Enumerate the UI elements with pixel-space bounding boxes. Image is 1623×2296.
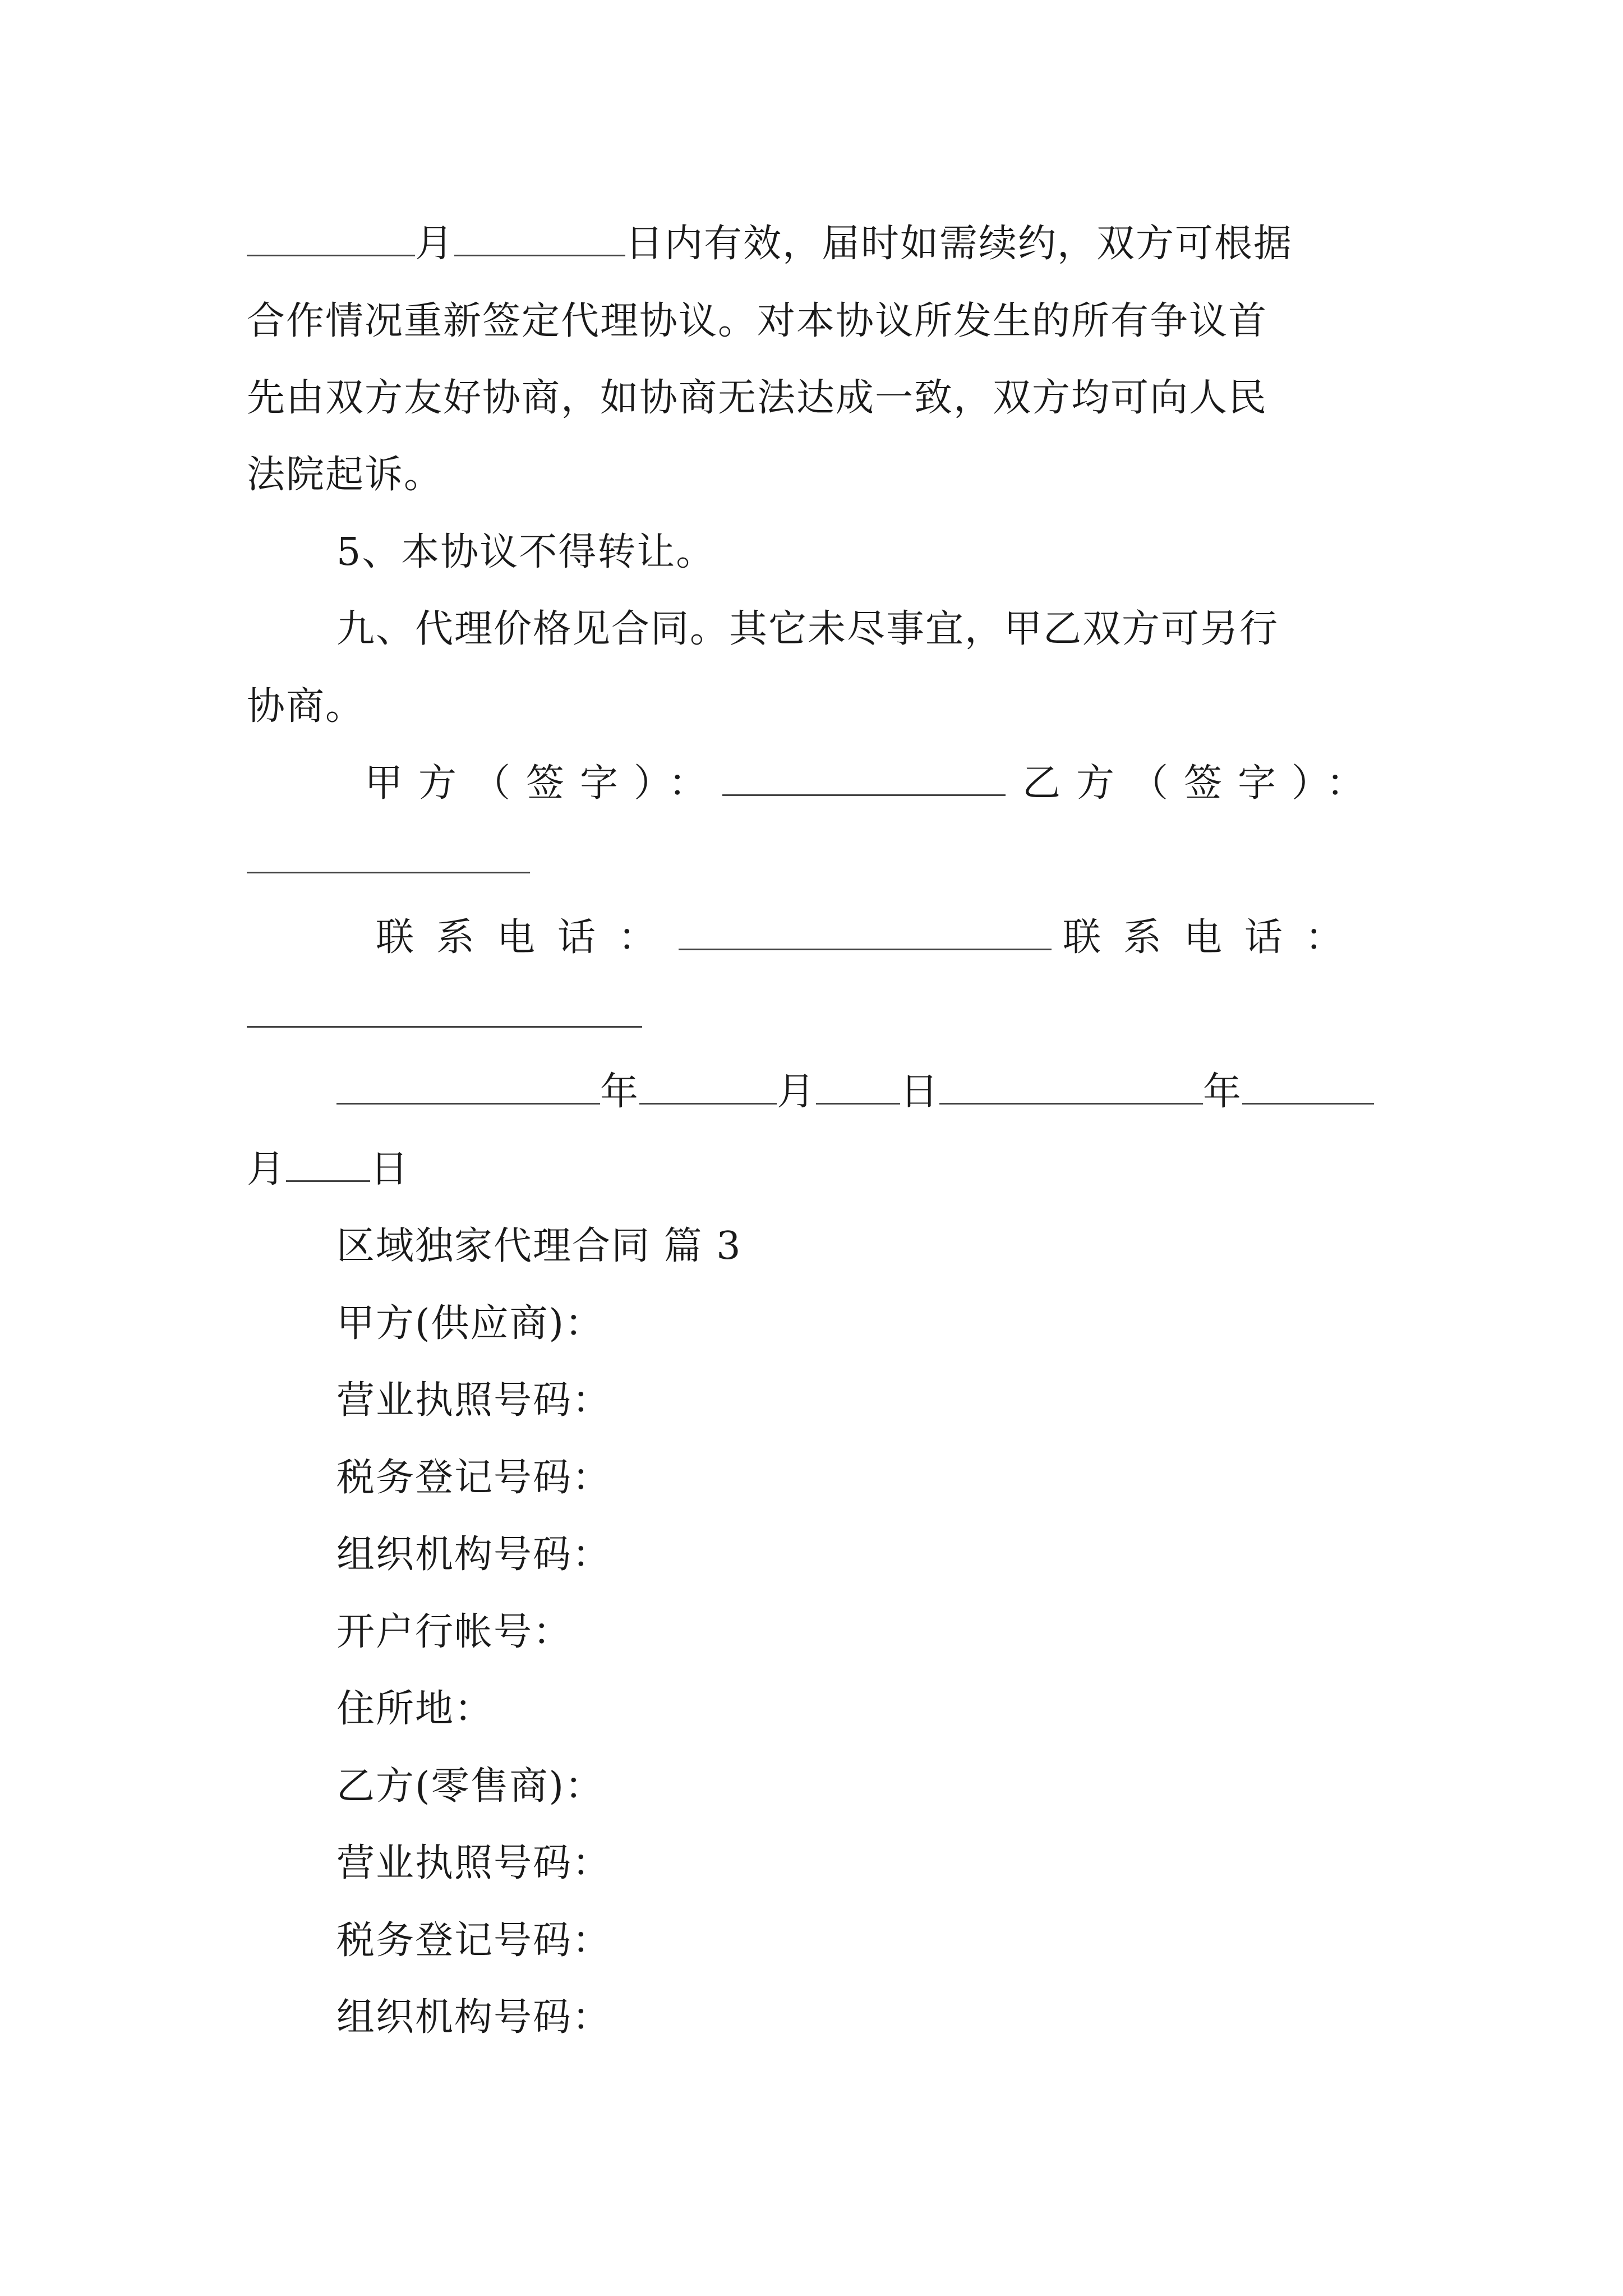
party-b-signature-line <box>247 839 1391 884</box>
blank-line <box>247 222 415 256</box>
party-a-bank-account: 开户行帐号： <box>336 1610 573 1654</box>
blank-line <box>1242 1070 1374 1105</box>
day-label: 日 <box>370 1147 410 1191</box>
party-a-supplier: 甲方(供应商)： <box>336 1301 605 1346</box>
signature-row <box>247 761 1391 806</box>
party-b-phone-label: 联系电话： <box>1063 915 1366 960</box>
month-label: 月 <box>247 1147 287 1191</box>
blank-line <box>286 1148 370 1182</box>
clause-9-line-1: 九、代理价格见合同。其它未尽事宜，甲乙双方可另行 <box>336 607 1279 651</box>
date-row <box>336 1070 1391 1115</box>
party-b-business-license: 营业执照号码： <box>336 1841 612 1885</box>
contract-title: 区域独家代理合同 篇 3 <box>336 1224 742 1268</box>
blank-line <box>939 1070 1203 1105</box>
party-a-phone-label: 联系电话： <box>376 915 679 960</box>
month-label: 月 <box>777 1070 817 1114</box>
party-b-organization-code: 组织机构号码： <box>336 1995 612 2040</box>
party-b-phone-blank <box>247 993 642 1028</box>
renewal-line-4: 法院起诉。 <box>247 453 444 497</box>
party-b-phone-line <box>247 993 1391 1038</box>
phone-row <box>247 915 1391 960</box>
party-b-signature-blank <box>247 839 530 873</box>
party-b-retailer: 乙方(零售商)： <box>336 1764 605 1809</box>
party-b-signature-label: 乙方（签字）： <box>1022 761 1381 806</box>
party-a-address: 住所地： <box>336 1687 494 1731</box>
blank-line <box>454 222 625 256</box>
year-label: 年 <box>600 1070 640 1114</box>
party-a-organization-code: 组织机构号码： <box>336 1533 612 1577</box>
month-label: 月 <box>415 222 455 266</box>
blank-line <box>816 1070 900 1105</box>
renewal-line-1 <box>247 222 1391 266</box>
renewal-line-2: 合作情况重新签定代理协议。对本协议所发生的所有争议首 <box>247 299 1268 343</box>
renewal-line-1-tail: 日内有效，届时如需续约，双方可根据 <box>625 222 1293 266</box>
party-a-signature-blank <box>722 762 1006 796</box>
year-label: 年 <box>1203 1070 1243 1114</box>
party-a-business-license: 营业执照号码： <box>336 1378 612 1423</box>
blank-line <box>639 1070 777 1105</box>
day-label: 日 <box>900 1070 940 1114</box>
party-b-tax-registration: 税务登记号码： <box>336 1918 612 1963</box>
blank-line <box>336 1070 600 1105</box>
party-a-signature-label: 甲方（签字）： <box>365 761 723 806</box>
party-a-tax-registration: 税务登记号码： <box>336 1456 612 1500</box>
renewal-line-3: 先由双方友好协商，如协商无法达成一致，双方均可向人民 <box>247 376 1268 420</box>
clause-5: 5、本协议不得转让。 <box>336 530 716 574</box>
party-a-phone-blank <box>679 916 1052 950</box>
clause-9-line-2: 协商。 <box>247 684 365 729</box>
date-row-continued <box>247 1147 1391 1192</box>
